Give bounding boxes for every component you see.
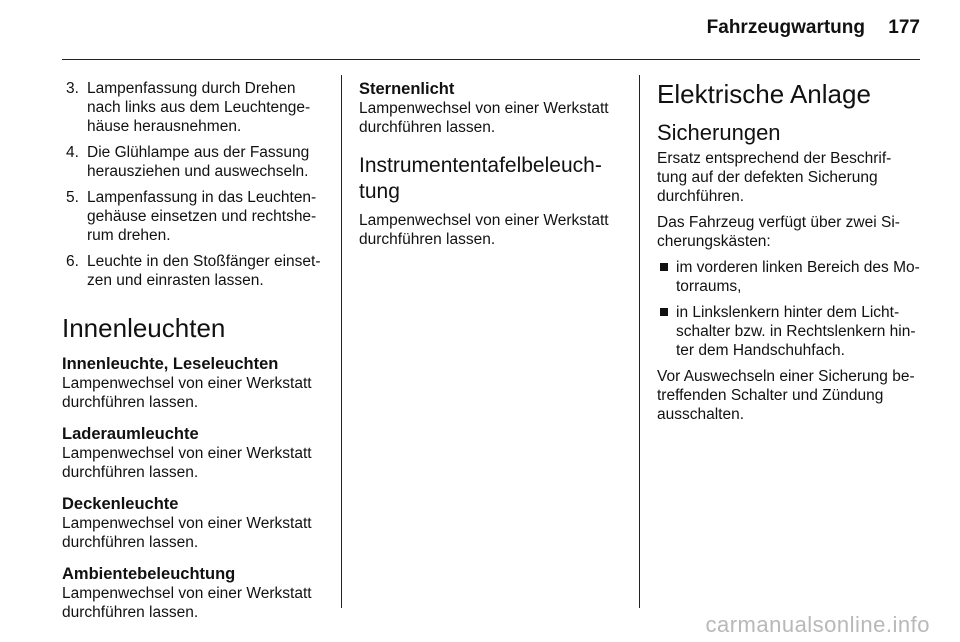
subheading-innenleuchte: Innenleuchte, Leseleuchten: [62, 355, 279, 373]
step-item: [62, 143, 324, 181]
body-text: Lampenwechsel von einer Werkstatt durchführen lassen.: [62, 445, 312, 481]
heading-innenleuchten: Innenleuchten: [62, 313, 226, 343]
heading-elektrische-anlage: Elektrische Anlage: [657, 79, 871, 109]
body-text: Lampenwechsel von einer Werkstatt durchführen lassen.: [359, 212, 609, 248]
bullet-item: [657, 303, 922, 360]
column-1: [62, 79, 324, 622]
step-number: 3.: [66, 80, 79, 97]
body-text: Lampenwechsel von einer Werkstatt durchführen lassen.: [62, 515, 312, 551]
body-text: Ersatz entsprechend der Beschrif- tung auf der defekten Sicherung durchführen.: [657, 150, 892, 205]
column-2: [359, 79, 623, 249]
body-text: Lampenwechsel von einer Werkstatt durchführen lassen.: [359, 100, 609, 136]
step-text: Lampenfassung durch Drehen nach links aus dem Leuchtenge- häuse herausnehmen.: [87, 80, 311, 135]
bullet-item: [657, 258, 922, 296]
subheading-sicherungen: Sicherungen: [657, 120, 781, 145]
step-item: [62, 252, 324, 290]
body-text: Vor Auswechseln einer Sicherung be- treffenden Schalter und Zündung ausschalten.: [657, 368, 915, 423]
bullet-marker: [660, 308, 668, 316]
step-text: Die Glühlampe aus der Fassung herausziehen und auswechseln.: [87, 144, 310, 180]
step-number: 5.: [66, 189, 79, 206]
body-text: Lampenwechsel von einer Werkstatt durchführen lassen.: [62, 585, 312, 621]
bullet-marker: [660, 263, 668, 271]
bullet-text: im vorderen linken Bereich des Mo- torraums,: [676, 259, 920, 295]
subheading-ambientebeleuchtung: Ambientebeleuchtung: [62, 565, 236, 583]
step-text: Leuchte in den Stoßfänger einset- zen und einrasten lassen.: [87, 253, 321, 289]
subheading-instrumententafel: Instrumententafelbeleuch- tung: [359, 154, 602, 203]
section-title: Fahrzeugwartung: [706, 17, 865, 38]
step-text: Lampenfassung in das Leuchten- gehäuse einsetzen und rechtshe- rum drehen.: [87, 189, 317, 244]
watermark: carmanualsonline.info: [705, 612, 930, 637]
page-number: 177: [888, 17, 920, 38]
body-text: Lampenwechsel von einer Werkstatt durchführen lassen.: [62, 375, 312, 411]
column-3: [657, 79, 922, 424]
step-number: 6.: [66, 253, 79, 270]
body-text: Das Fahrzeug verfügt über zwei Si- cherungskästen:: [657, 214, 900, 250]
subheading-laderaumleuchte: Laderaumleuchte: [62, 425, 199, 443]
subheading-sternenlicht: Sternenlicht: [359, 80, 455, 98]
column-divider-2: [639, 75, 640, 608]
header-rule: [62, 59, 920, 60]
subheading-deckenleuchte: Deckenleuchte: [62, 495, 179, 513]
column-divider-1: [341, 75, 342, 608]
step-item: [62, 79, 324, 136]
bullet-text: in Linkslenkern hinter dem Licht- schalter bzw. in Rechtslenkern hin- ter dem Handschuhfach.: [676, 304, 916, 359]
step-item: [62, 188, 324, 245]
step-number: 4.: [66, 144, 79, 161]
